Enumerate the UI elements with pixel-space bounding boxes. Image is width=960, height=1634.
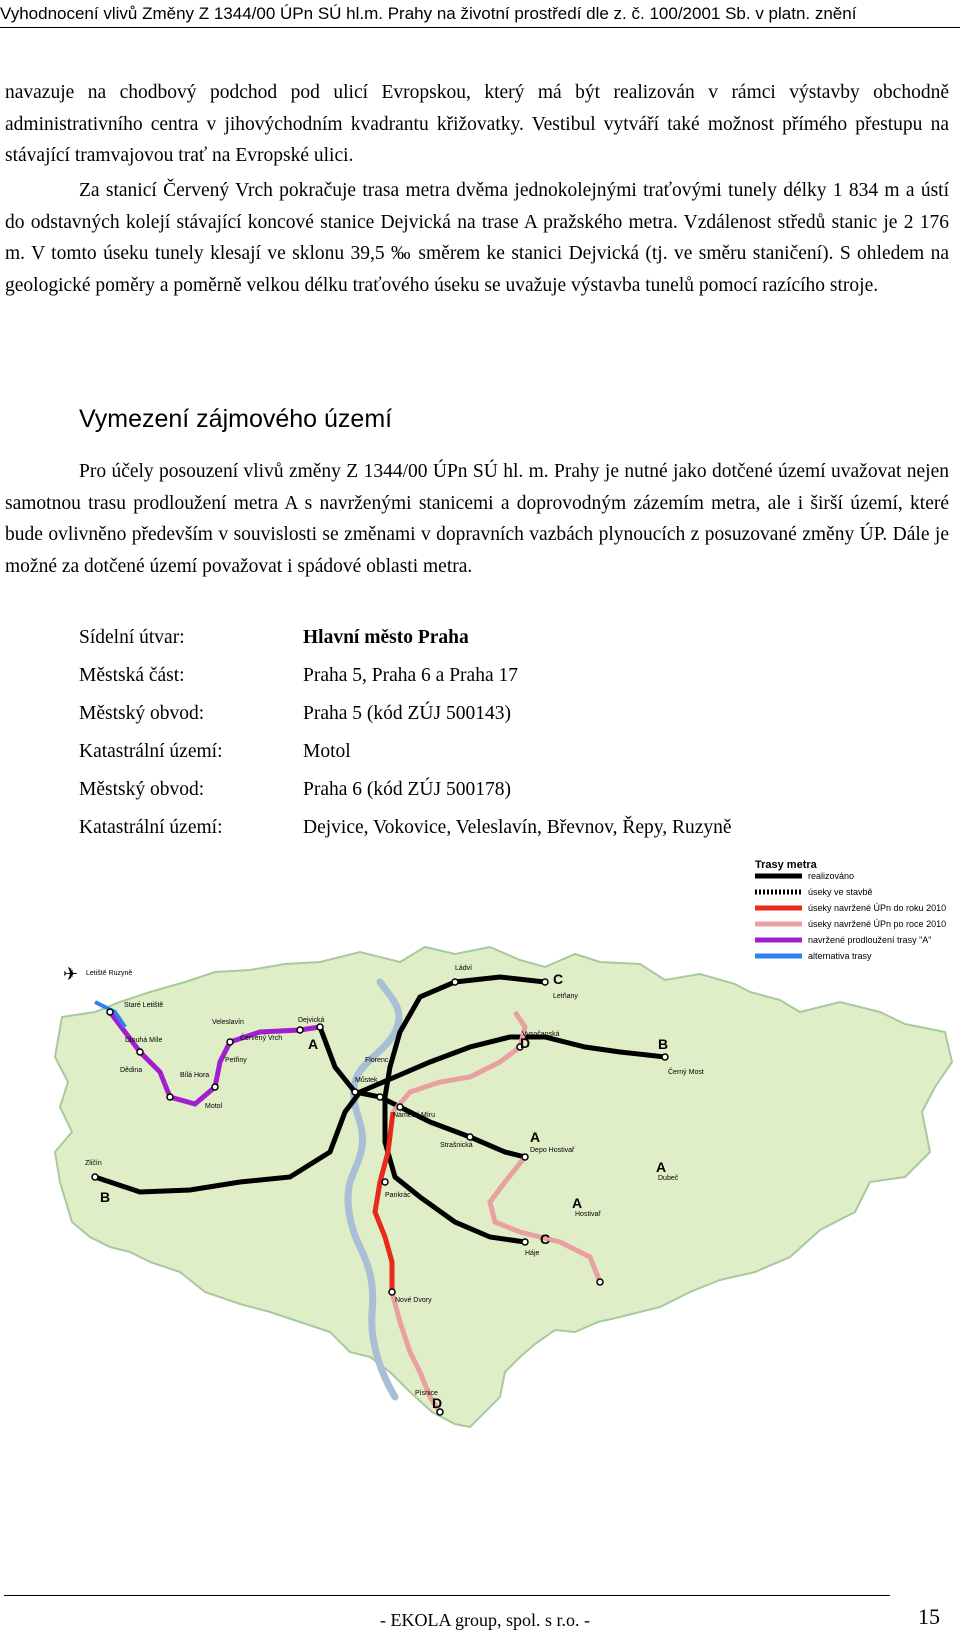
legend-label: úseky ve stavbě bbox=[808, 887, 873, 897]
station-label: Hostivař bbox=[575, 1211, 601, 1218]
info-value: Praha 6 (kód ZÚJ 500178) bbox=[303, 779, 511, 800]
page-number: 15 bbox=[918, 1604, 940, 1629]
metro-map bbox=[0, 852, 960, 1552]
footer-rule bbox=[4, 1595, 890, 1596]
page-header: Vyhodnocení vlivů Změny Z 1344/00 ÚPn SÚ hl.m. Prahy na životní prostředí dle z. č. 100/2001 Sb. v platn. znění bbox=[0, 4, 857, 23]
paragraph-3: Pro účely posouzení vlivů změny Z 1344/00 ÚPn SÚ hl. m. Prahy je nutné jako dotčené území uvažovat nejen samotnou trasu prodloužení metra A s navrženými stanicemi a doprovodným zázemím metra, ale i širší území, které bude ovlivněno především v souvislosti se změnami v dopravních vazbách plynoucích z posuzované změny ÚP. Dále je možné za dotčené území považovat i spádové oblasti metra. bbox=[5, 461, 949, 577]
station-label: Letňany bbox=[553, 993, 578, 1000]
legend-label: alternativa trasy bbox=[808, 951, 872, 961]
station-label: Dejvická bbox=[298, 1017, 325, 1024]
info-row-district-6 bbox=[79, 774, 939, 806]
station-label: Dubeč bbox=[658, 1175, 679, 1182]
station-label: Pankrác bbox=[385, 1192, 411, 1199]
header-rule bbox=[0, 27, 960, 28]
legend-title: Trasy metra bbox=[755, 859, 817, 871]
info-label: Sídelní útvar: bbox=[79, 627, 185, 648]
map-legend bbox=[755, 859, 946, 961]
info-value: Dejvice, Vokovice, Veleslavín, Břevnov, Řepy, Ruzyně bbox=[303, 817, 732, 838]
legend-label: úseky navržené ÚPn po roce 2010 bbox=[808, 919, 947, 929]
airport-icon: ✈ bbox=[63, 964, 79, 984]
info-label: Městský obvod: bbox=[79, 779, 205, 800]
station-label: Můstek bbox=[355, 1077, 378, 1084]
info-row-cadastre-list bbox=[79, 812, 939, 844]
paragraph-2: Za stanicí Červený Vrch pokračuje trasa metra dvěma jednokolejnými traťovými tunely délky 1 834 m a ústí do odstavných kolejí stávající koncové stanice Dejvická na trase A pražského metra. Vzdálenost středů stanic je 2 176 m. V tomto úseku tunely klesají ve sklonu 39,5 ‰ směrem ke stanici Dejvická (tj. ve směru staničení). S ohledem na geologické poměry a poměrně velkou délku traťového úseku se uvažuje výstavba tunelů pomocí razícího stroje. bbox=[5, 180, 949, 296]
line-letter: A bbox=[530, 1129, 541, 1145]
line-letter: B bbox=[100, 1189, 111, 1205]
station-label: Motol bbox=[205, 1103, 223, 1110]
station-label: Vysočanská bbox=[522, 1031, 560, 1038]
info-label: Městský obvod: bbox=[79, 703, 205, 724]
station-label: Staré Letiště bbox=[124, 1002, 164, 1009]
info-value: Praha 5, Praha 6 a Praha 17 bbox=[303, 665, 518, 686]
legend-label: úseky navržené ÚPn do roku 2010 bbox=[808, 903, 947, 913]
station-label: Červený Vrch bbox=[240, 1035, 283, 1042]
station-label: Zličín bbox=[85, 1160, 102, 1167]
station-label: Veleslavín bbox=[212, 1019, 244, 1026]
info-label: Katastrální území: bbox=[79, 741, 223, 762]
info-value: Hlavní město Praha bbox=[303, 627, 469, 648]
info-label: Městská část: bbox=[79, 665, 185, 686]
legend-label: realizováno bbox=[808, 871, 855, 881]
info-row-city-part bbox=[79, 660, 939, 692]
section-heading: Vymezení zájmového území bbox=[79, 405, 393, 433]
info-row-district-5 bbox=[79, 698, 939, 730]
footer-company: - EKOLA group, spol. s r.o. - bbox=[380, 1610, 590, 1630]
station-label: Florenc bbox=[365, 1057, 389, 1064]
station-label: Háje bbox=[525, 1250, 540, 1257]
info-label: Katastrální území: bbox=[79, 817, 223, 838]
station-label: Ládví bbox=[455, 965, 473, 972]
station-label: Nové Dvory bbox=[395, 1297, 432, 1304]
info-value: Praha 5 (kód ZÚJ 500143) bbox=[303, 703, 511, 724]
line-letter: A bbox=[656, 1159, 667, 1175]
station-label: Strašnická bbox=[440, 1142, 473, 1149]
line-letter: D bbox=[520, 1035, 531, 1051]
station-label: Dlouhá Míle bbox=[125, 1037, 163, 1044]
station-label: Petřiny bbox=[225, 1057, 247, 1064]
station-label: Náměstí Míru bbox=[393, 1112, 436, 1119]
station-label: Černý Most bbox=[668, 1069, 704, 1076]
line-letter: D bbox=[432, 1395, 443, 1411]
line-letter: B bbox=[658, 1036, 669, 1052]
line-letter: C bbox=[540, 1231, 551, 1247]
station-label: Letiště Ruzyně bbox=[86, 970, 133, 977]
info-row-cadastre-motol bbox=[79, 736, 939, 768]
info-row-settlement bbox=[79, 622, 939, 654]
info-value: Motol bbox=[303, 741, 351, 762]
station-label: Bílá Hora bbox=[180, 1072, 210, 1079]
line-letter: A bbox=[572, 1195, 583, 1211]
station-label: Písnice bbox=[415, 1390, 438, 1397]
station-label: Depo Hostivař bbox=[530, 1147, 575, 1154]
line-letter: A bbox=[308, 1036, 319, 1052]
paragraph-1: navazuje na chodbový podchod pod ulicí Evropskou, který má být realizován v rámci výstavby obchodně administrativního centra v jihovýchodním kvadrantu křižovatky. Vestibul vytváří také možnost přímého přestupu na stávající tramvajovou trať na Evropské ulici. bbox=[5, 82, 949, 166]
station-label: Dědina bbox=[120, 1067, 143, 1074]
line-letter: C bbox=[553, 971, 564, 987]
legend-label: navržené prodloužení trasy "A" bbox=[808, 935, 932, 945]
